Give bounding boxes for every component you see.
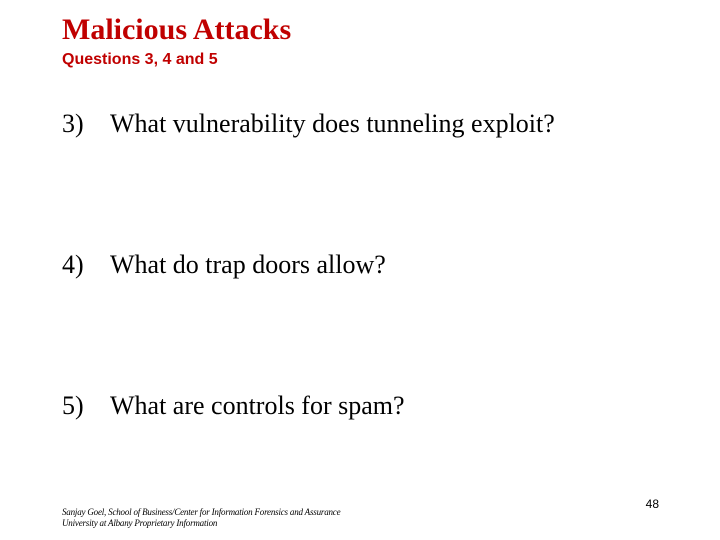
question-item	[62, 391, 405, 421]
footer-line-proprietary: University at Albany Proprietary Information	[62, 518, 218, 528]
question-item	[62, 250, 386, 280]
footer	[62, 507, 340, 529]
question-text: What vulnerability does tunneling exploit?	[110, 109, 555, 138]
question-number: 4)	[62, 250, 84, 279]
page-number: 48	[645, 497, 659, 511]
slide-title: Malicious Attacks	[62, 13, 292, 46]
slide-subtitle: Questions 3, 4 and 5	[62, 51, 218, 68]
question-number: 5)	[62, 391, 84, 420]
question-number: 3)	[62, 109, 84, 138]
footer-line-author: Sanjay Goel, School of Business/Center for Information Forensics and Assurance	[62, 507, 341, 517]
question-text: What are controls for spam?	[110, 391, 405, 420]
question-text: What do trap doors allow?	[110, 250, 386, 279]
question-item	[62, 109, 555, 139]
